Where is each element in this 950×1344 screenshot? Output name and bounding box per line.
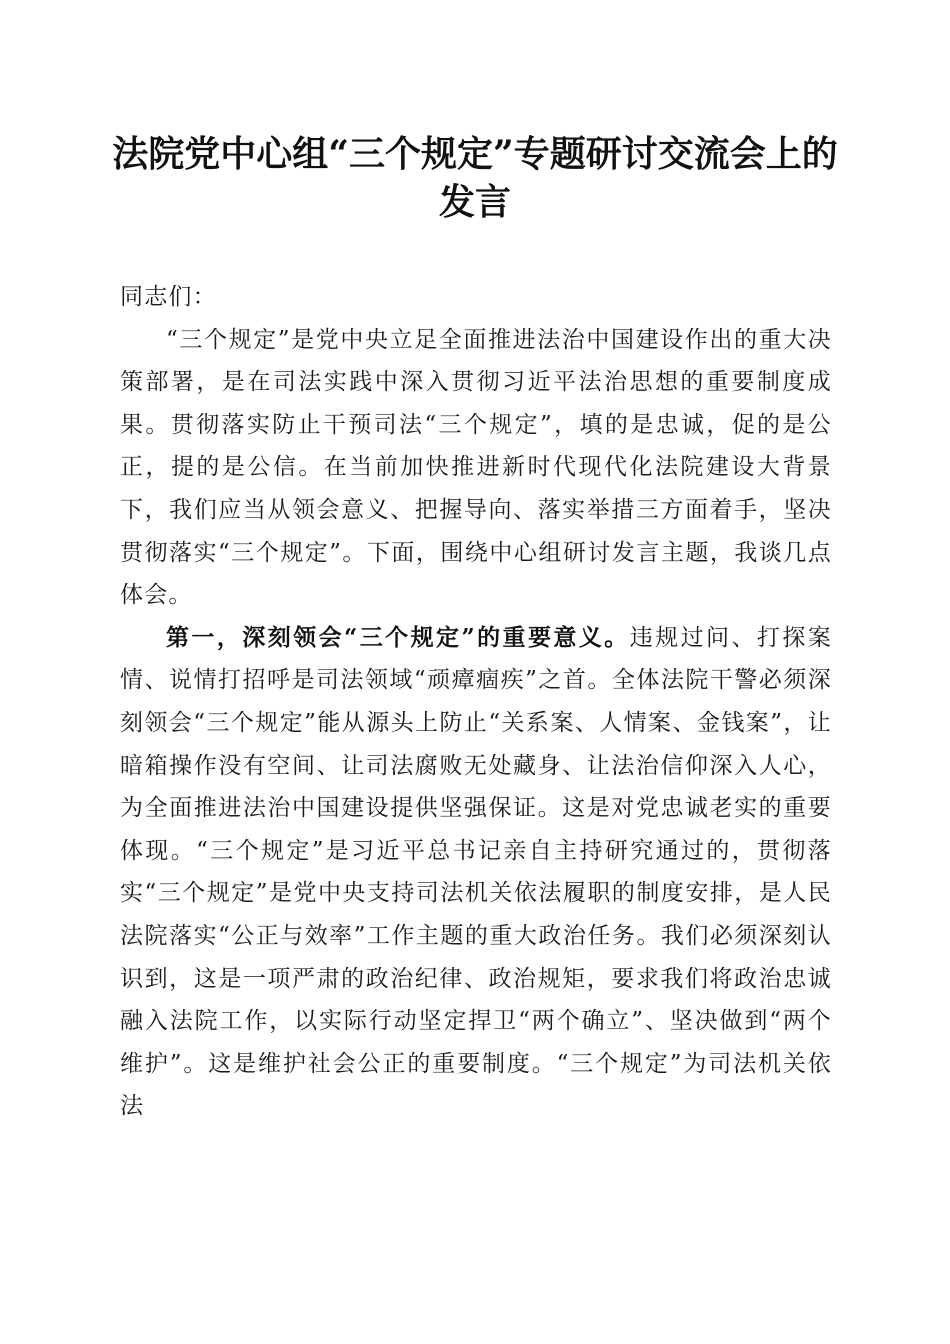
paragraph-point-one-lead: 第一，深刻领会“三个规定”的重要意义。 <box>166 623 630 651</box>
paragraph-intro-text: “三个规定”是党中央立足全面推进法治中国建设作出的重大决策部署，是在司法实践中深入贯彻习近平法治思想的重要制度成果。贯彻落实防止干预司法“三个规定”，填的是忠诚，促的是公正，提的是公信。在当前加快推进新时代现代化法院建设大背景下，我们应当从领会意义、把握导向、落实举措三方面着手，坚决贯彻落实“三个规定”。下面，围绕中心组研讨发言主题，我谈几点体会。 <box>120 326 832 609</box>
paragraph-point-one <box>120 617 832 1128</box>
paragraph-point-one-text: 违规过问、打探案情、说情打招呼是司法领域“顽瘴痼疾”之首。全体法院干警必须深刻领会“三个规定”能从源头上防止“关系案、人情案、金钱案”，让暗箱操作没有空间、让司法腐败无处藏身、让法治信仰深入人心，为全面推进法治中国建设提供坚强保证。这是对党忠诚老实的重要体现。“三个规定”是习近平总书记亲自主持研究通过的，贯彻落实“三个规定”是党中央支持司法机关依法履职的制度安排，是人民法院落实“公正与效率”工作主题的重大政治任务。我们必须深刻认识到，这是一项严肃的政治纪律、政治规矩，要求我们将政治忠诚融入法院工作，以实际行动坚定捍卫“两个确立”、坚决做到“两个维护”。这是维护社会公正的重要制度。“三个规定”为司法机关依法 <box>120 624 832 1120</box>
document-body <box>120 276 832 1128</box>
document-title: 法院党中心组“三个规定”专题研讨交流会上的发言 <box>112 133 838 223</box>
salutation: 同志们： <box>120 284 217 310</box>
paragraph-intro <box>120 319 832 617</box>
